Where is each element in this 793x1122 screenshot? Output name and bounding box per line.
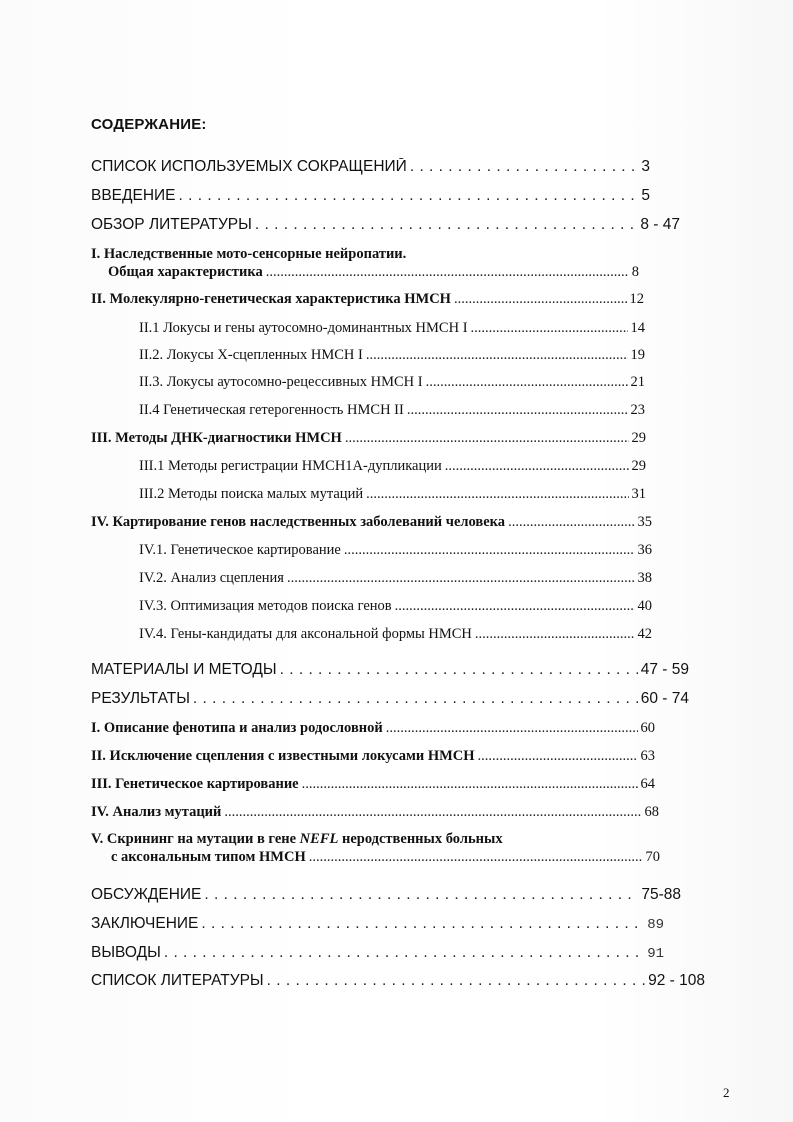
toc-entry-title: IV.3. Оптимизация методов поиска генов — [139, 598, 392, 614]
toc-entry-title: II. Исключение сцепления с известными локусами НМСН — [91, 748, 475, 764]
toc-entry-mutation-analysis — [91, 804, 659, 821]
toc-page-number: 8 — [631, 264, 639, 280]
toc-entry-title: СПИСОК ЛИТЕРАТУРЫ — [91, 972, 264, 989]
dot-leader — [302, 776, 638, 793]
toc-entry-subsection — [139, 402, 645, 419]
toc-page-number: 42 — [637, 626, 652, 642]
toc-page-number: 3 — [641, 158, 650, 175]
toc-page-number: 70 — [645, 849, 660, 865]
toc-entry-references — [91, 972, 705, 990]
toc-entry-abbreviations — [91, 158, 650, 176]
toc-page-number: 63 — [640, 748, 655, 764]
toc-entry-title: IV.4. Гены-кандидаты для аксональной формы НМСН — [139, 626, 472, 642]
toc-entry-title: ВВЕДЕНИЕ — [91, 187, 176, 204]
toc-entry-title: РЕЗУЛЬТАТЫ — [91, 690, 190, 707]
toc-entry-phenotype — [91, 720, 655, 737]
toc-entry-title: II.1 Локусы и гены аутосомно-доминантных НМСН I — [139, 320, 468, 336]
toc-entry-conclusion — [91, 915, 664, 933]
toc-page-number: 68 — [644, 804, 659, 820]
toc-page-number: 60 — [640, 720, 655, 736]
dot-leader — [410, 158, 639, 176]
toc-entry-genetic-mapping — [91, 776, 655, 793]
toc-entry-title: II.4 Генетическая гетерогенность НМСН II — [139, 402, 404, 418]
toc-page-number: 89 — [647, 917, 664, 933]
dot-leader — [407, 402, 628, 419]
dot-leader — [395, 598, 635, 615]
toc-page-number: 14 — [630, 320, 645, 336]
toc-page-number: 5 — [641, 187, 650, 204]
toc-entry-nefl-screening — [111, 849, 660, 866]
toc-entry-subsection — [139, 458, 646, 475]
toc-entry-subsection — [139, 486, 646, 503]
toc-entry-title: Общая характеристика — [108, 264, 263, 280]
toc-entry-introduction — [91, 187, 650, 205]
toc-entry-linkage-exclusion — [91, 748, 655, 765]
toc-page-number: 35 — [637, 514, 652, 530]
toc-entry-title: III.2 Методы поиска малых мутаций — [139, 486, 364, 502]
toc-entry-title: II. Молекулярно-генетическая характеристика НМСН — [91, 291, 451, 307]
dot-leader — [309, 849, 643, 866]
dot-leader — [478, 748, 638, 765]
dot-leader — [255, 216, 637, 234]
toc-entry-molecular-genetics — [91, 291, 644, 308]
toc-page-number: 29 — [631, 430, 646, 446]
toc-entry-subsection — [139, 347, 645, 364]
page-number: 2 — [723, 1085, 730, 1100]
toc-entry-title: IV. Анализ мутаций — [91, 804, 222, 820]
toc-entry-title: IV.1. Генетическое картирование — [139, 542, 341, 558]
toc-entry-literature-review — [91, 216, 680, 234]
toc-entry-results — [91, 690, 689, 708]
toc-entry-title: СПИСОК ИСПОЛЬЗУЕМЫХ СОКРАЩЕНИЙ — [91, 158, 407, 175]
toc-entry-title: МАТЕРИАЛЫ И МЕТОДЫ — [91, 661, 277, 678]
dot-leader — [179, 187, 639, 205]
toc-entry-title: IV. Картирование генов наследственных заболеваний человека — [91, 514, 506, 530]
dot-leader — [445, 458, 629, 475]
dot-leader — [193, 690, 638, 708]
toc-title-part: V. Скрининг на мутации в гене — [91, 831, 300, 847]
dot-leader — [366, 486, 628, 503]
toc-page-number: 31 — [631, 486, 646, 502]
toc-entry-title: III. Генетическое картирование — [91, 776, 299, 792]
toc-page-number: 23 — [630, 402, 645, 418]
toc-entry-dna-diagnostics — [91, 430, 646, 447]
dot-leader — [266, 264, 629, 281]
toc-page-number: 64 — [640, 776, 655, 792]
toc-entry-title: с аксональным типом НМСН — [111, 849, 306, 865]
toc-page-number: 75-88 — [641, 886, 681, 903]
toc-entry-discussion — [91, 886, 681, 904]
toc-heading: СОДЕРЖАНИЕ: — [91, 116, 207, 133]
toc-page-number: 12 — [629, 291, 644, 307]
dot-leader — [344, 542, 635, 559]
toc-page-number: 38 — [637, 570, 652, 586]
toc-entry-title: III.1 Методы регистрации НМСН1А-дупликации — [139, 458, 442, 474]
toc-page-number: 60 - 74 — [640, 690, 689, 707]
toc-page-number: 91 — [647, 946, 664, 962]
dot-leader — [224, 804, 641, 821]
dot-leader — [426, 374, 628, 391]
toc-entry-subsection — [139, 626, 652, 643]
toc-entry-title: ЗАКЛЮЧЕНИЕ — [91, 915, 199, 932]
dot-leader — [366, 347, 628, 364]
dot-leader — [201, 915, 644, 933]
toc-entry-title — [91, 831, 503, 848]
toc-entry-subsection — [139, 374, 645, 391]
toc-entry-subsection — [139, 320, 645, 337]
dot-leader — [287, 570, 635, 587]
toc-page-number: 19 — [630, 347, 645, 363]
toc-page-number: 21 — [630, 374, 645, 390]
dot-leader — [280, 661, 638, 679]
toc-page-number: 29 — [631, 458, 646, 474]
toc-entry-subsection — [139, 542, 652, 559]
toc-entry-hereditary-neuropathies — [108, 264, 639, 281]
toc-entry-title: IV.2. Анализ сцепления — [139, 570, 284, 586]
toc-entry-title: ОБЗОР ЛИТЕРАТУРЫ — [91, 216, 252, 233]
toc-entry-title: ВЫВОДЫ — [91, 944, 161, 961]
toc-entry-gene-mapping — [91, 514, 652, 531]
toc-page-number: 8 - 47 — [640, 216, 680, 233]
dot-leader — [345, 430, 629, 447]
toc-entry-title: II.2. Локусы Х-сцепленных НМСН I — [139, 347, 363, 363]
toc-page-number: 92 - 108 — [648, 972, 705, 989]
toc-entry-subsection — [139, 598, 652, 615]
dot-leader — [454, 291, 627, 308]
gene-name: NEFL — [299, 831, 339, 847]
toc-page-number: 36 — [637, 542, 652, 558]
toc-entry-title: II.3. Локусы аутосомно-рецессивных НМСН I — [139, 374, 423, 390]
dot-leader — [267, 972, 645, 990]
toc-entry-title: I. Наследственные мото-сенсорные нейропатии. — [91, 246, 407, 262]
toc-entry-title: III. Методы ДНК-диагностики НМСН — [91, 430, 342, 446]
toc-entry-title: ОБСУЖДЕНИЕ — [91, 886, 202, 903]
toc-page-number: 40 — [637, 598, 652, 614]
toc-entry-subsection — [139, 570, 652, 587]
dot-leader — [386, 720, 638, 737]
toc-entry-materials-methods — [91, 661, 689, 679]
toc-title-part: неродственных больных — [338, 831, 503, 847]
dot-leader — [475, 626, 635, 643]
dot-leader — [508, 514, 634, 531]
dot-leader — [204, 886, 638, 904]
dot-leader — [471, 320, 628, 337]
dot-leader — [164, 944, 644, 962]
toc-entry-findings — [91, 944, 664, 962]
toc-page-number: 47 - 59 — [640, 661, 689, 678]
toc-entry-title: I. Описание фенотипа и анализ родословной — [91, 720, 383, 736]
